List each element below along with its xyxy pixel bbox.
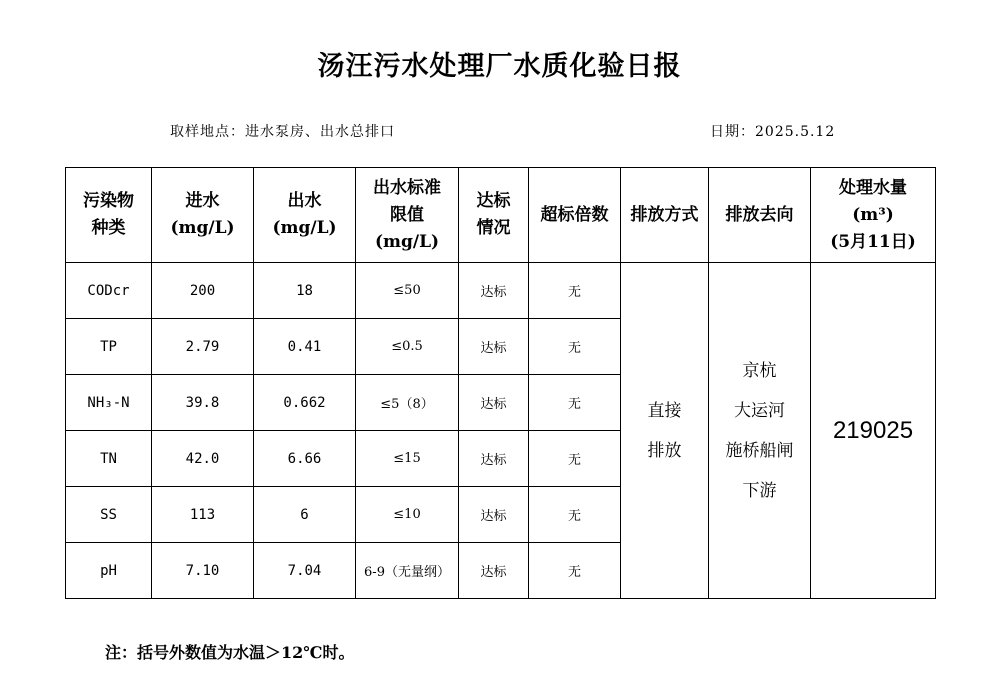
exceed-value: 无: [529, 487, 621, 543]
status-value: 达标: [459, 487, 529, 543]
water-quality-table: [65, 167, 936, 599]
sampling-location: 取样地点：进水泵房、出水总排口: [170, 124, 395, 140]
status-value: 达标: [459, 263, 529, 319]
exceed-value: 无: [529, 375, 621, 431]
exceed-value: 无: [529, 543, 621, 599]
limit-value: ≤5（8）: [356, 375, 459, 431]
table-row: [66, 263, 936, 319]
inflow-value: 2.79: [152, 319, 254, 375]
limit-value: ≤15: [356, 431, 459, 487]
pollutant-name: TN: [66, 431, 152, 487]
limit-value: ≤10: [356, 487, 459, 543]
inflow-value: 113: [152, 487, 254, 543]
inflow-value: 42.0: [152, 431, 254, 487]
footnote: 注：括号外数值为水温＞12℃时。: [105, 643, 355, 662]
status-value: 达标: [459, 431, 529, 487]
status-value: 达标: [459, 375, 529, 431]
table-header-row: [66, 168, 936, 263]
header-pollutant: 污染物 种类: [66, 168, 152, 263]
header-volume: 处理水量 (m³) (5月11日): [811, 168, 936, 263]
outflow-value: 6.66: [254, 431, 356, 487]
pollutant-name: CODcr: [66, 263, 152, 319]
status-value: 达标: [459, 543, 529, 599]
volume-value: 219025: [811, 263, 936, 599]
inflow-value: 7.10: [152, 543, 254, 599]
header-limit: 出水标准 限值 (mg/L): [356, 168, 459, 263]
exceed-value: 无: [529, 319, 621, 375]
limit-value: ≤50: [356, 263, 459, 319]
outflow-value: 0.41: [254, 319, 356, 375]
outflow-value: 18: [254, 263, 356, 319]
discharge-dest-cell: 京杭 大运河 施桥船闸 下游: [709, 263, 811, 599]
pollutant-name: pH: [66, 543, 152, 599]
header-discharge-dest: 排放去向: [709, 168, 811, 263]
pollutant-name: TP: [66, 319, 152, 375]
status-value: 达标: [459, 319, 529, 375]
report-date: 日期：2025.5.12: [710, 124, 836, 140]
outflow-value: 6: [254, 487, 356, 543]
inflow-value: 39.8: [152, 375, 254, 431]
header-outflow: 出水 (mg/L): [254, 168, 356, 263]
pollutant-name: SS: [66, 487, 152, 543]
exceed-value: 无: [529, 431, 621, 487]
limit-value: 6-9（无量纲）: [356, 543, 459, 599]
outflow-value: 0.662: [254, 375, 356, 431]
header-status: 达标 情况: [459, 168, 529, 263]
outflow-value: 7.04: [254, 543, 356, 599]
discharge-method-cell: 直接 排放: [621, 263, 709, 599]
header-inflow: 进水 (mg/L): [152, 168, 254, 263]
exceed-value: 无: [529, 263, 621, 319]
header-discharge-method: 排放方式: [621, 168, 709, 263]
header-exceed: 超标倍数: [529, 168, 621, 263]
pollutant-name: NH₃-N: [66, 375, 152, 431]
limit-value: ≤0.5: [356, 319, 459, 375]
report-title: 汤汪污水处理厂水质化验日报: [317, 51, 682, 82]
inflow-value: 200: [152, 263, 254, 319]
